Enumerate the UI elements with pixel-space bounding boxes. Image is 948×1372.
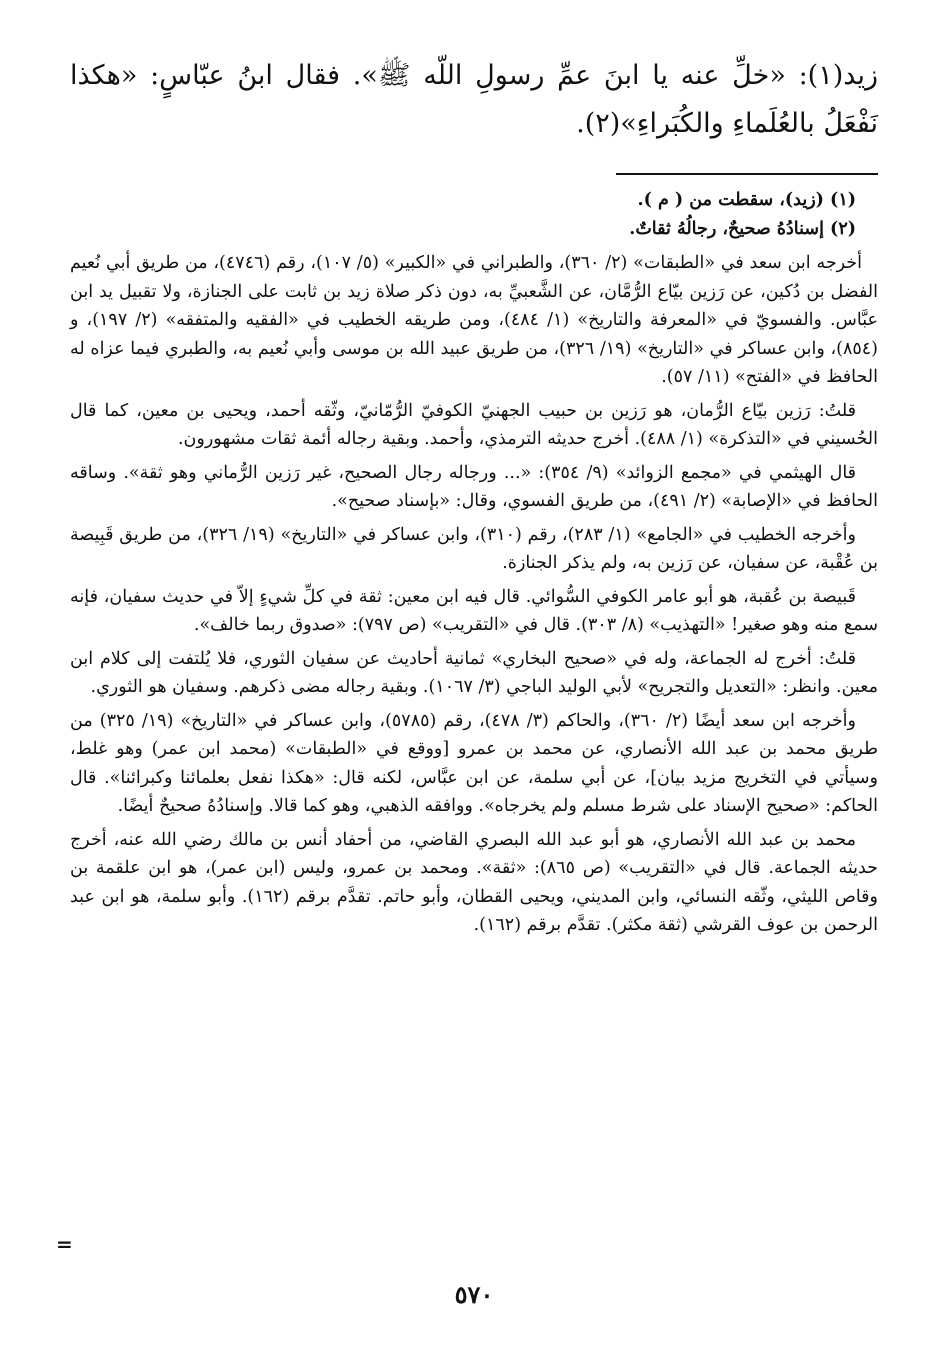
takhrij-paragraph-2: قلتُ: رَزين بيّاع الرُّمان، هو رَزين بن حبيب الجهنيّ الكوفيّ الرُّمّانيّ، وثّقه أحمد، ويحيى بن معين، كما قال الحُسيني في «التذكرة» (١/ ٤٨٨). أخرج حديثه الترمذي، وأحمد. وبقية رجاله أئمة ثقات مشهورون. [70, 400, 878, 449]
page-number: ٥٧٠ [454, 1280, 494, 1309]
takhrij-paragraph-3: قال الهيثمي في «مجمع الزوائد» (٩/ ٣٥٤): «... ورجاله رجال الصحيح، غير رَزين الرُّماني وهو ثقة». وساقه الحافظ في «الإصابة» (٢/ ٤٩١)، من طريق الفسوي، وقال: «بإسناد صحيح». [70, 462, 878, 511]
main-text-block [70, 52, 878, 148]
footnotes-section [70, 186, 878, 943]
main-text-paragraph: زيد(١): «خلِّ عنه يا ابنَ عمِّ رسولِ اللّه ﷺ». فقال ابنُ عبّاسٍ: «هكذا نَفْعَلُ بالعُلَماءِ والكُبَراءِ»(٢). [70, 60, 878, 139]
footnote-separator-line [616, 173, 878, 175]
footnote-2: (٢) إسنادُهُ صحيحٌ، رجالُهُ ثقاتٌ. [629, 218, 856, 239]
takhrij-paragraph-7: وأخرجه ابن سعد أيضًا (٢/ ٣٦٠)، والحاكم (٣/ ٤٧٨)، رقم (٥٧٨٥)، وابن عساكر في «التاريخ» (١٩/ ٣٢٥) من طريق محمد بن عبد الله الأنصاري، عن محمد بن عمرو [ووقع في «الطبقات» (محمد ابن عمر) وهو غلط، وسيأتي في التخريج مزيد بيان]، عن أبي سلمة، عن ابن عبَّاس، لكنه قال: «هكذا نفعل بعلمائنا وكبرائنا». قال الحاكم: «صحيح الإسناد على شرط مسلم ولم يخرجاه». ووافقه الذهبي، وهو كما قالا. وإسنادُهُ صحيحٌ أيضًا. [70, 710, 878, 816]
takhrij-paragraph-8: محمد بن عبد الله الأنصاري، هو أبو عبد الله البصري القاضي، من أحفاد أنس بن مالك رضي الله عنه، أخرج حديثه الجماعة. قال في «التقريب» (ص ٨٦٥): «ثقة». ومحمد بن عمرو، وليس (ابن عمر)، هو ابن علقمة بن وقاص الليثي، وثّقه النسائي، وابن المديني، ويحيى القطان، وأبو حاتم. تقدَّم برقم (١٦٢). وأبو سلمة، هو ابن عبد الرحمن بن عوف القرشي (ثقة مكثر). تقدَّم برقم (١٦٢). [70, 829, 879, 935]
takhrij-paragraph-6: قلتُ: أخرج له الجماعة، وله في «صحيح البخاري» ثمانية أحاديث عن سفيان الثوري، فلا يُلتفت إلى كلام ابن معين. وانظر: «التعديل والتجريح» لأبي الوليد الباجي (٣/ ١٠٦٧). وبقية رجاله مضى ذكرهم. وسفيان هو الثوري. [70, 648, 878, 697]
takhrij-paragraph-5: قَبيصة بن عُقبة، هو أبو عامر الكوفي السُّوائي. قال فيه ابن معين: ثقة في كلِّ شيءٍ إلاّ في حديث سفيان، فإنه سمع منه وهو صغير! «التهذيب» (٨/ ٣٠٣). قال في «التقريب» (ص ٧٩٧): «صدوق ربما خالف». [70, 586, 878, 635]
takhrij-paragraph-4: وأخرجه الخطيب في «الجامع» (١/ ٢٨٣)، رقم (٣١٠)، وابن عساكر في «التاريخ» (١٩/ ٣٢٦)، من طريق قَبِيصة بن عُقْبة، عن سفيان، عن رَزين به، ولم يذكر الجنازة. [70, 524, 878, 573]
takhrij-paragraph-1: أخرجه ابن سعد في «الطبقات» (٢/ ٣٦٠)، والطبراني في «الكبير» (٥/ ١٠٧)، رقم (٤٧٤٦)، من طريق أبي نُعيم الفضل بن دُكين، عن رَزين بيّاع الرُّمَّان، عن الشَّعبيِّ به، دون ذكر صلاة زيد بن ثابت على الجنازة، ولا تقبيل يد ابن عبَّاس. والفسويّ في «المعرفة والتاريخ» (١/ ٤٨٤)، ومن طريقه الخطيب في «الفقيه والمتفقه» (٢/ ١٩٧)، و (٨٥٤)، وابن عساكر في «التاريخ» (١٩/ ٣٢٦)، من طريق عبيد الله بن موسى وأبي نُعيم به، والطبري فيما عزاه له الحافظ في «الفتح» (١١/ ٥٧). [70, 253, 878, 387]
continuation-mark: = [56, 1232, 73, 1256]
footnote-1: (١) (زيد)، سقطت من ( م ). [637, 190, 856, 210]
